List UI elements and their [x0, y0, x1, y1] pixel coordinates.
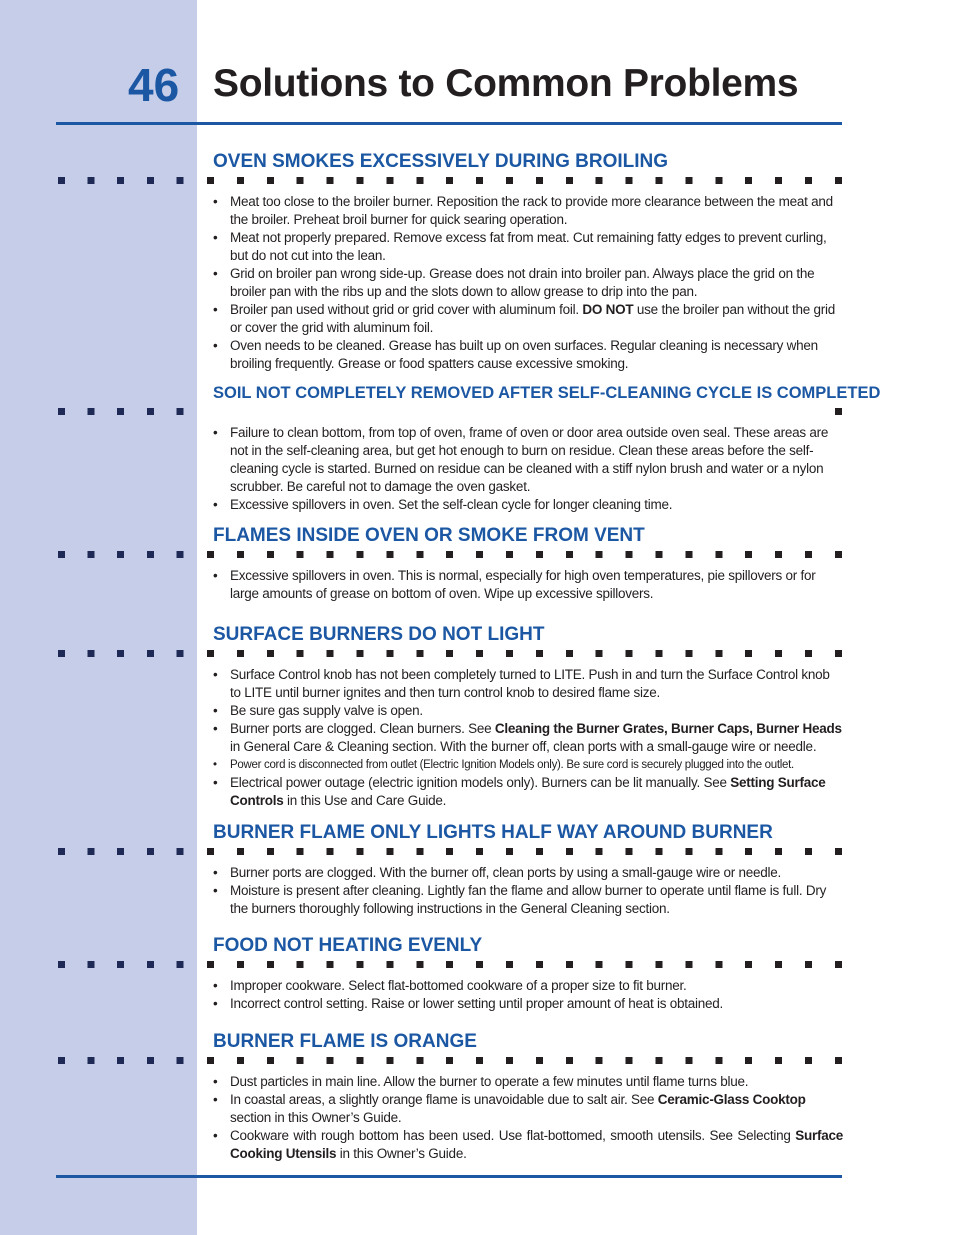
list-item: • Cookware with rough bottom has been used. Use flat-bottomed, smooth utensils. See Selecting Surface Cooking Utensils in this Owner’s Guide.	[213, 1127, 843, 1163]
list-item: • Incorrect control setting. Raise or lower setting until proper amount of heat is obtained.	[213, 995, 843, 1013]
bullet-list	[213, 1073, 843, 1163]
section-heading: BURNER FLAME ONLY LIGHTS HALF WAY AROUND BURNER	[213, 822, 773, 843]
top-divider-rule	[56, 122, 842, 125]
sidebar-dot-row	[58, 848, 186, 855]
dot-divider	[207, 961, 842, 968]
list-item: • Be sure gas supply valve is open.	[213, 702, 843, 720]
sidebar-dot-row	[58, 650, 186, 657]
sidebar-dot-row	[58, 177, 186, 184]
page-number: 46	[128, 59, 180, 111]
list-item: • Surface Control knob has not been completely turned to LITE. Push in and turn the Surface Control knob to LITE until burner ignites and then turn control knob to desired flame size.	[213, 666, 843, 702]
section-heading: BURNER FLAME IS ORANGE	[213, 1031, 477, 1052]
bullet-list	[213, 567, 843, 603]
section-heading: FLAMES INSIDE OVEN OR SMOKE FROM VENT	[213, 525, 645, 546]
bullet-list	[213, 424, 843, 514]
sidebar-dot-row	[58, 408, 186, 415]
section-heading: OVEN SMOKES EXCESSIVELY DURING BROILING	[213, 151, 669, 172]
dot-divider	[207, 1057, 842, 1064]
sidebar-dot-row	[58, 961, 186, 968]
list-item: • Dust particles in main line. Allow the burner to operate a few minutes until flame turns blue.	[213, 1073, 843, 1091]
bottom-divider-rule	[56, 1175, 842, 1178]
dot-divider	[835, 408, 842, 415]
list-item: • Excessive spillovers in oven. Set the self-clean cycle for longer cleaning time.	[213, 496, 843, 514]
list-item: • Meat not properly prepared. Remove excess fat from meat. Cut remaining fatty edges to prevent curling, but do not cut into the lean.	[213, 229, 843, 265]
list-item: • Oven needs to be cleaned. Grease has built up on oven surfaces. Regular cleaning is necessary when broiling frequently. Grease or food spatters cause excessive smoking.	[213, 337, 843, 373]
list-item: • Moisture is present after cleaning. Lightly fan the flame and allow burner to operate until flame is full. Dry the burners thoroughly following instructions in the General Cleaning section.	[213, 882, 843, 918]
dot-divider	[207, 551, 842, 558]
dot-divider	[207, 177, 842, 184]
list-item: • Meat too close to the broiler burner. Reposition the rack to provide more clearance between the meat and the broiler. Preheat broil burner for quick searing operation.	[213, 193, 843, 229]
list-item: • Excessive spillovers in oven. This is normal, especially for high oven temperatures, pie spillovers or for large amounts of grease on bottom of oven. Wipe up excessive spillovers.	[213, 567, 843, 603]
left-sidebar-band	[0, 0, 197, 1235]
list-item: • Burner ports are clogged. With the burner off, clean ports by using a small-gauge wire or needle.	[213, 864, 843, 882]
sidebar-dot-row	[58, 551, 186, 558]
list-item: • Failure to clean bottom, from top of oven, frame of oven or door area outside oven seal. These areas are not in the self-cleaning area, but get hot enough to burn on residue. Clean these areas before the self-cleaning cycle is started. Burned on residue can be cleaned with a stiff nylon brush and water or a nylon scrubber. Be careful not to damage the oven gasket.	[213, 424, 843, 496]
list-item: • Improper cookware. Select flat-bottomed cookware of a proper size to fit burner.	[213, 977, 843, 995]
dot-divider	[207, 848, 842, 855]
sidebar-dot-row	[58, 1057, 186, 1064]
bullet-list	[213, 977, 843, 1013]
section-heading: SURFACE BURNERS DO NOT LIGHT	[213, 624, 545, 645]
list-item: • In coastal areas, a slightly orange flame is unavoidable due to salt air. See Ceramic-Glass Cooktop section in this Owner’s Guide.	[213, 1091, 843, 1127]
section-heading: FOOD NOT HEATING EVENLY	[213, 935, 483, 956]
bullet-list	[213, 864, 843, 918]
bullet-list	[213, 193, 843, 373]
list-item: • Burner ports are clogged. Clean burners. See Cleaning the Burner Grates, Burner Caps, Burner Heads in General Care & Cleaning section. With the burner off, clean ports with a small-gauge wire or needle.	[213, 720, 843, 756]
section-heading: SOIL NOT COMPLETELY REMOVED AFTER SELF-CLEANING CYCLE IS COMPLETED	[213, 384, 881, 402]
bullet-list	[213, 666, 843, 810]
dot-divider	[207, 650, 842, 657]
list-item: • Power cord is disconnected from outlet (Electric Ignition Models only). Be sure cord is securely plugged into the outlet.	[213, 756, 843, 774]
page-title: Solutions to Common Problems	[213, 62, 799, 105]
list-item: • Broiler pan used without grid or grid cover with aluminum foil. DO NOT use the broiler pan without the grid or cover the grid with aluminum foil.	[213, 301, 843, 337]
list-item: • Electrical power outage (electric ignition models only). Burners can be lit manually. See Setting Surface Controls in this Use and Care Guide.	[213, 774, 843, 810]
list-item: • Grid on broiler pan wrong side-up. Grease does not drain into broiler pan. Always place the grid on the broiler pan with the ribs up and the slots down to allow grease to drip into the pan.	[213, 265, 843, 301]
